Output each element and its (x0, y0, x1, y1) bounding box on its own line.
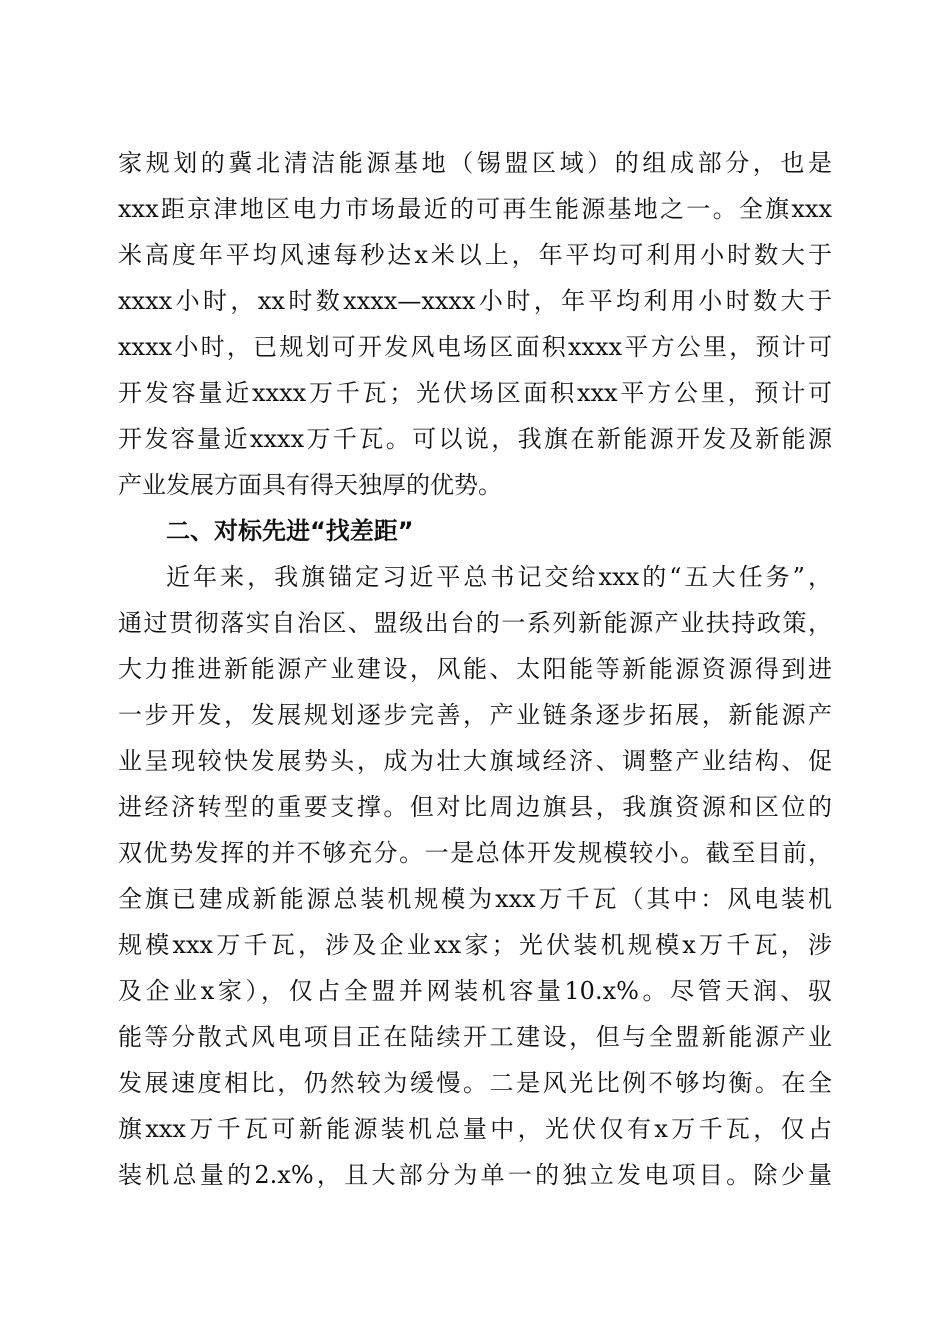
document-body (118, 140, 832, 1198)
text-line: 能等分散式风电项目正在陆续开工建设，但与全盟新能源产业 (118, 1023, 832, 1051)
text-line: 旗xxx万千瓦可新能源装机总量中，光伏仅有x万千瓦，仅占 (118, 1115, 832, 1143)
text-line: 一步开发，发展规划逐步完善，产业链条逐步拓展，新能源产 (118, 701, 832, 729)
text-line: 家规划的冀北清洁能源基地（锡盟区域）的组成部分，也是 (118, 149, 832, 177)
text-line: 业呈现较快发展势头，成为壮大旗域经济、调整产业结构、促 (118, 747, 832, 775)
text-line: 装机总量的2.x%，且大部分为单一的独立发电项目。除少量 (118, 1161, 832, 1189)
text-line: 及企业x家），仅占全盟并网装机容量10.x%。尽管天润、驭 (118, 977, 832, 1005)
text-line: 双优势发挥的并不够充分。一是总体开发规模较小。截至目前， (118, 839, 832, 867)
text-line: 通过贯彻落实自治区、盟级出台的一系列新能源产业扶持政策， (118, 609, 832, 637)
text-line: 近年来，我旗锚定习近平总书记交给xxx的“五大任务”， (166, 563, 832, 591)
paragraph-resource-advantage (118, 140, 832, 508)
text-line: 发展速度相比，仍然较为缓慢。二是风光比例不够均衡。在全 (118, 1069, 832, 1097)
text-line: 规模xxx万千瓦，涉及企业xx家；光伏装机规模x万千瓦，涉 (118, 931, 832, 959)
text-line: xxx距京津地区电力市场最近的可再生能源基地之一。全旗xxx (118, 195, 832, 223)
text-line: 开发容量近xxxx万千瓦。可以说，我旗在新能源开发及新能源 (118, 425, 832, 453)
text-line: xxxx小时，xx时数xxxx—xxxx小时，年平均利用小时数大于 (118, 287, 832, 315)
text-line: 开发容量近xxxx万千瓦；光伏场区面积xxx平方公里，预计可 (118, 379, 832, 407)
text-line: 产业发展方面具有得天独厚的优势。 (118, 471, 502, 499)
text-line: xxxx小时，已规划可开发风电场区面积xxxx平方公里，预计可 (118, 333, 832, 361)
text-line: 全旗已建成新能源总装机规模为xxx万千瓦（其中：风电装机 (118, 885, 832, 913)
text-line: 进经济转型的重要支撑。但对比周边旗县，我旗资源和区位的 (118, 793, 832, 821)
paragraph-find-gaps (118, 554, 832, 1198)
text-line: 大力推进新能源产业建设，风能、太阳能等新能源资源得到进 (118, 655, 832, 683)
text-line: 米高度年平均风速每秒达x米以上，年平均可利用小时数大于 (118, 241, 832, 269)
section-heading: 二、对标先进“找差距” (166, 517, 414, 545)
